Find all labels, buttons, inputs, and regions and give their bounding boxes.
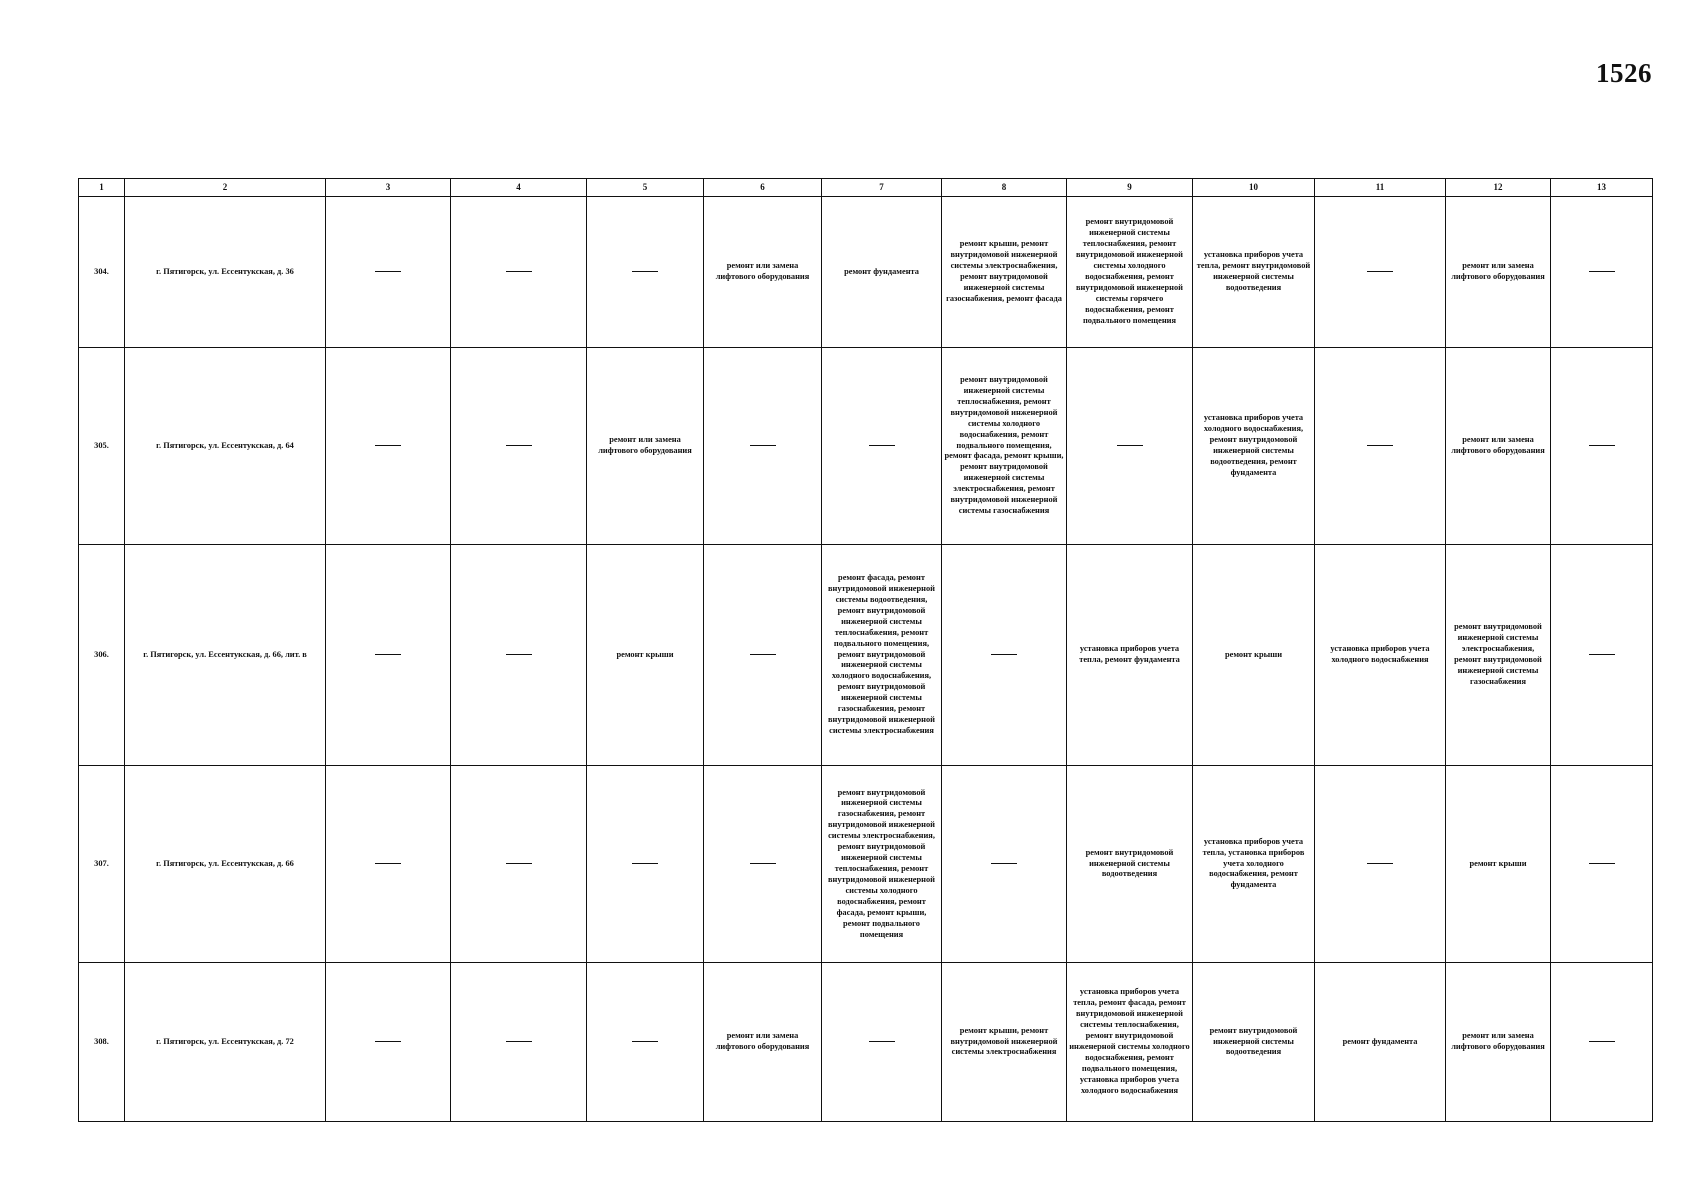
page-number: 1526 [1596,58,1652,88]
dash-mark [375,863,401,864]
table-row [79,766,1653,963]
row-number: 305. [79,348,125,545]
dash-mark [1589,445,1615,446]
address-cell: г. Пятигорск, ул. Ессентукская, д. 64 [125,348,326,545]
empty-cell-dash [451,545,587,766]
table-cell: ремонт или замена лифтового оборудования [704,197,822,348]
table-cell: ремонт внутридомовой инженерной системы водоотведения [1193,963,1315,1122]
table-cell: ремонт крыши, ремонт внутридомовой инженерной системы электроснабжения [942,963,1067,1122]
empty-cell-dash [587,766,704,963]
table-cell: ремонт фасада, ремонт внутридомовой инженерной системы водоотведения, ремонт внутридомовой инженерной системы теплоснабжения, ремонт подвального помещения, ремонт внутридомовой инженерной системы холодного водоснабжения, ремонт внутридомовой инженерной системы газоснабжения, ремонт внутридомовой инженерной системы электроснабжения [822,545,942,766]
dash-mark [632,1041,658,1042]
dash-mark [1367,863,1393,864]
empty-cell-dash [1067,348,1193,545]
dash-mark [750,654,776,655]
empty-cell-dash [1551,766,1653,963]
empty-cell-dash [1315,766,1446,963]
row-number: 307. [79,766,125,963]
column-number: 11 [1315,179,1446,197]
table-cell: ремонт или замена лифтового оборудования [704,963,822,1122]
table-cell: ремонт внутридомовой инженерной системы электроснабжения, ремонт внутридомовой инженерной системы газоснабжения [1446,545,1551,766]
empty-cell-dash [326,545,451,766]
table-cell: ремонт крыши [1193,545,1315,766]
empty-cell-dash [704,545,822,766]
dash-mark [1117,445,1143,446]
column-number-row [79,179,1653,197]
table-cell: установка приборов учета тепла, ремонт фундамента [1067,545,1193,766]
dash-mark [750,863,776,864]
dash-mark [1589,271,1615,272]
table-cell: ремонт крыши [1446,766,1551,963]
table-cell: ремонт или замена лифтового оборудования [1446,963,1551,1122]
dash-mark [869,1041,895,1042]
table-cell: ремонт или замена лифтового оборудования [1446,348,1551,545]
table-cell: ремонт крыши [587,545,704,766]
table-cell: ремонт или замена лифтового оборудования [1446,197,1551,348]
empty-cell-dash [942,766,1067,963]
row-number: 304. [79,197,125,348]
table-cell: установка приборов учета холодного водоснабжения, ремонт внутридомовой инженерной системы водоотведения, ремонт фундамента [1193,348,1315,545]
empty-cell-dash [1315,197,1446,348]
empty-cell-dash [451,197,587,348]
dash-mark [1589,1041,1615,1042]
table-row [79,963,1653,1122]
column-number: 4 [451,179,587,197]
table-cell: установка приборов учета тепла, установка приборов учета холодного водоснабжения, ремонт фундамента [1193,766,1315,963]
table-cell: ремонт или замена лифтового оборудования [587,348,704,545]
table-cell: установка приборов учета холодного водоснабжения [1315,545,1446,766]
dash-mark [375,1041,401,1042]
table-cell: ремонт фундамента [1315,963,1446,1122]
table-cell: ремонт фундамента [822,197,942,348]
table-cell: установка приборов учета тепла, ремонт внутридомовой инженерной системы водоотведения [1193,197,1315,348]
repair-schedule-table [78,178,1653,1122]
empty-cell-dash [942,545,1067,766]
dash-mark [375,445,401,446]
column-number: 7 [822,179,942,197]
column-number: 9 [1067,179,1193,197]
empty-cell-dash [451,348,587,545]
dash-mark [1367,445,1393,446]
dash-mark [506,1041,532,1042]
empty-cell-dash [326,348,451,545]
address-cell: г. Пятигорск, ул. Ессентукская, д. 66 [125,766,326,963]
empty-cell-dash [1315,348,1446,545]
repair-schedule-table-container [78,178,1652,1122]
dash-mark [869,445,895,446]
table-cell: ремонт внутридомовой инженерной системы теплоснабжения, ремонт внутридомовой инженерной системы холодного водоснабжения, ремонт подвального помещения, ремонт фасада, ремонт крыши, ремонт внутридомовой инженерной системы электроснабжения, ремонт внутридомовой инженерной системы газоснабжения [942,348,1067,545]
empty-cell-dash [704,766,822,963]
empty-cell-dash [704,348,822,545]
column-number: 13 [1551,179,1653,197]
table-cell: ремонт внутридомовой инженерной системы газоснабжения, ремонт внутридомовой инженерной системы электроснабжения, ремонт внутридомовой инженерной системы теплоснабжения, ремонт внутридомовой инженерной системы холодного водоснабжения, ремонт фасада, ремонт крыши, ремонт подвального помещения [822,766,942,963]
empty-cell-dash [587,963,704,1122]
dash-mark [375,654,401,655]
dash-mark [506,654,532,655]
empty-cell-dash [822,348,942,545]
column-number: 10 [1193,179,1315,197]
column-number: 1 [79,179,125,197]
dash-mark [991,654,1017,655]
column-number: 2 [125,179,326,197]
row-number: 308. [79,963,125,1122]
column-number: 5 [587,179,704,197]
table-cell: установка приборов учета тепла, ремонт фасада, ремонт внутридомовой инженерной системы теплоснабжения, ремонт внутридомовой инженерной системы холодного водоснабжения, ремонт подвального помещения, установка приборов учета холодного водоснабжения [1067,963,1193,1122]
dash-mark [1589,863,1615,864]
empty-cell-dash [326,197,451,348]
dash-mark [506,271,532,272]
dash-mark [506,863,532,864]
table-row [79,197,1653,348]
empty-cell-dash [1551,348,1653,545]
dash-mark [1589,654,1615,655]
column-number: 12 [1446,179,1551,197]
empty-cell-dash [451,963,587,1122]
address-cell: г. Пятигорск, ул. Ессентукская, д. 36 [125,197,326,348]
empty-cell-dash [1551,197,1653,348]
column-number: 6 [704,179,822,197]
empty-cell-dash [451,766,587,963]
address-cell: г. Пятигорск, ул. Ессентукская, д. 72 [125,963,326,1122]
dash-mark [750,445,776,446]
empty-cell-dash [326,963,451,1122]
dash-mark [375,271,401,272]
column-number: 8 [942,179,1067,197]
row-number: 306. [79,545,125,766]
table-row [79,348,1653,545]
address-cell: г. Пятигорск, ул. Ессентукская, д. 66, лит. в [125,545,326,766]
table-cell: ремонт внутридомовой инженерной системы теплоснабжения, ремонт внутридомовой инженерной системы холодного водоснабжения, ремонт внутридомовой инженерной системы горячего водоснабжения, ремонт подвального помещения [1067,197,1193,348]
table-cell: ремонт внутридомовой инженерной системы водоотведения [1067,766,1193,963]
column-number: 3 [326,179,451,197]
dash-mark [632,863,658,864]
empty-cell-dash [1551,963,1653,1122]
empty-cell-dash [1551,545,1653,766]
dash-mark [991,863,1017,864]
dash-mark [632,271,658,272]
empty-cell-dash [326,766,451,963]
dash-mark [506,445,532,446]
table-cell: ремонт крыши, ремонт внутридомовой инженерной системы электроснабжения, ремонт внутридомовой инженерной системы газоснабжения, ремонт фасада [942,197,1067,348]
empty-cell-dash [587,197,704,348]
empty-cell-dash [822,963,942,1122]
table-row [79,545,1653,766]
dash-mark [1367,271,1393,272]
